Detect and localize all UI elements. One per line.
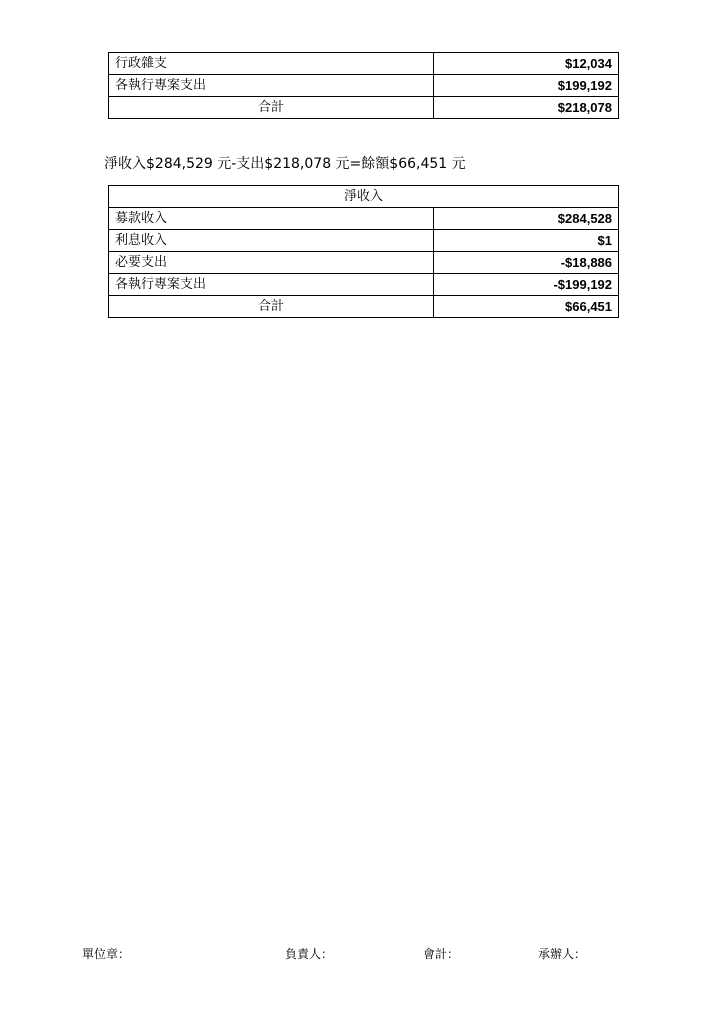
table-row (109, 208, 619, 230)
row-amount: $284,528 (434, 208, 619, 230)
table-row (109, 274, 619, 296)
table-header-row (109, 186, 619, 208)
accountant-label: 會計： (423, 947, 460, 961)
responsible-person-label: 負責人： (285, 947, 334, 961)
total-label: 合計 (109, 296, 434, 318)
row-amount: $1 (434, 230, 619, 252)
table-row (109, 230, 619, 252)
row-label: 各執行專案支出 (109, 274, 434, 296)
handler-label: 承辦人： (538, 947, 587, 961)
net-income-table (108, 185, 619, 318)
row-label: 募款收入 (109, 208, 434, 230)
total-amount: $218,078 (434, 97, 619, 119)
row-amount: $199,192 (434, 75, 619, 97)
total-row (109, 296, 619, 318)
total-label: 合計 (109, 97, 434, 119)
total-row (109, 97, 619, 119)
table-row (109, 53, 619, 75)
signature-row (0, 945, 724, 965)
row-label: 必要支出 (109, 252, 434, 274)
table-row (109, 252, 619, 274)
row-label: 行政雜支 (109, 53, 434, 75)
table-row (109, 75, 619, 97)
row-amount: -$199,192 (434, 274, 619, 296)
row-amount: -$18,886 (434, 252, 619, 274)
row-label: 各執行專案支出 (109, 75, 434, 97)
row-amount: $12,034 (434, 53, 619, 75)
unit-seal-label: 單位章： (82, 947, 131, 961)
net-balance-summary: 淨收入$284,529 元-支出$218,078 元=餘額$66,451 元 (104, 156, 466, 172)
row-label: 利息收入 (109, 230, 434, 252)
expense-table (108, 52, 619, 119)
total-amount: $66,451 (434, 296, 619, 318)
table-header: 淨收入 (109, 186, 619, 208)
